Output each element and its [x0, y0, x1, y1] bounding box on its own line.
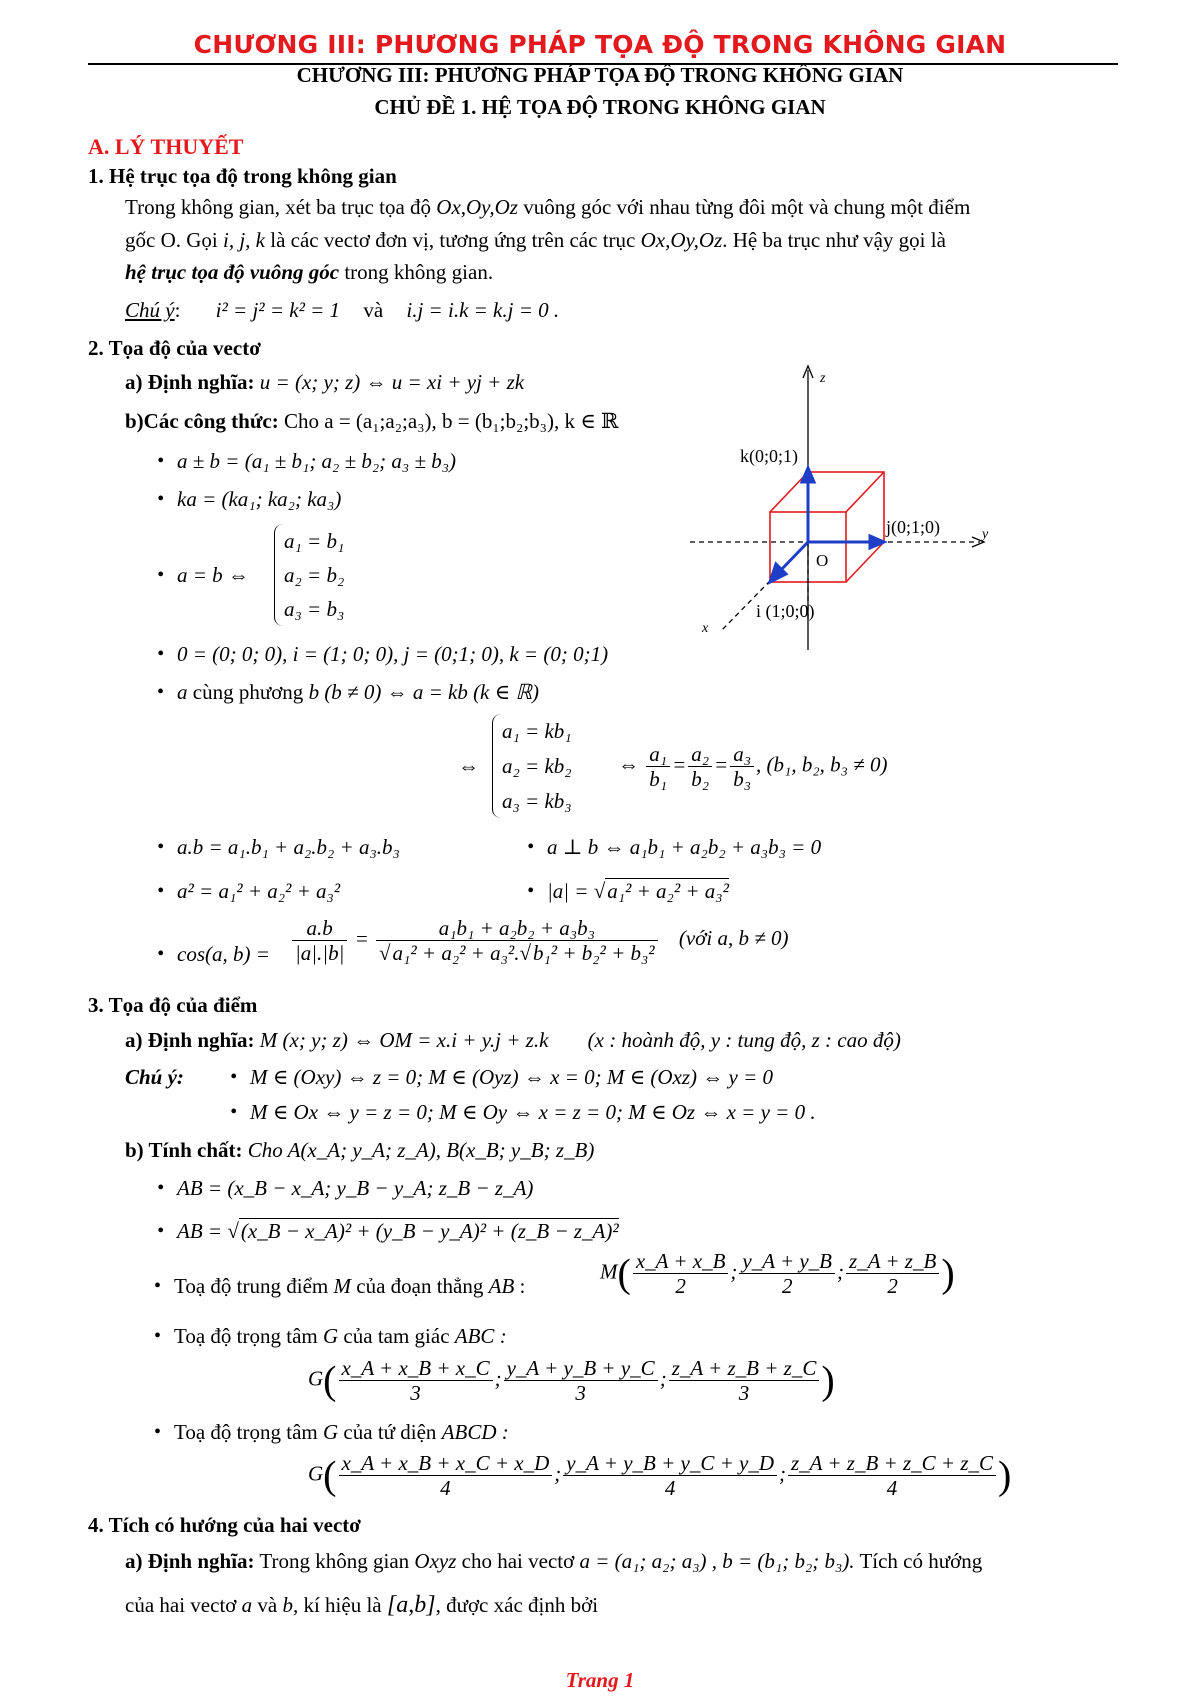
s3-tet-text: Toạ độ trọng tâm	[174, 1420, 318, 1444]
s1-note-label: Chú ý	[125, 298, 175, 322]
j-label: j(0;1;0)	[886, 517, 940, 537]
s1-note-and: và	[363, 298, 384, 322]
s3-heading: 3. Tọa độ của điểm	[88, 993, 258, 1017]
s1-line2-text-a: gốc O. Gọi	[125, 228, 218, 252]
s3-mid-AB: AB	[488, 1274, 515, 1298]
s3-cen-ABC: ABC :	[454, 1324, 507, 1348]
s1-line2-text-b: là các vectơ đơn vị, tương ứng trên các trục	[270, 228, 636, 252]
s2-cos-den-2a: a₁² + a₂² + a₃²	[392, 941, 515, 965]
s2-f-scalar: • ka = (ka₁; ka₂; ka₃)	[177, 485, 341, 513]
s3-mid-text2: của đoạn thẳng	[356, 1274, 484, 1298]
s2-col-equiv-1: ⇔	[458, 754, 479, 778]
s2-equal-row-1: a₁ = b₁	[284, 529, 345, 553]
s2-formulas-intro	[125, 407, 618, 435]
s3-tet-point: G	[308, 1461, 324, 1486]
s4-line2-b: kí hiệu là	[303, 1593, 382, 1617]
origin-label: O	[816, 551, 829, 570]
s4-line2-vb: b,	[282, 1593, 299, 1617]
s3-prop-intro: Cho A(x_A; y_A; z_A), B(x_B; y_B; z_B)	[247, 1138, 595, 1162]
s3-tet-ABCD: ABCD :	[441, 1420, 509, 1444]
s3-p-len: • AB = √(x_B − x_A)² + (y_B − y_A)² + (z_B − z_A)²	[177, 1217, 619, 1245]
s4-bracket: [a,b]	[386, 1592, 436, 1618]
s2-col-row-3: a₃ = kb₃	[502, 789, 572, 813]
s2-col-system	[502, 714, 572, 819]
axes	[690, 366, 984, 650]
s1-line3	[125, 258, 493, 286]
s4-space: Oxyz	[414, 1549, 457, 1573]
s4-line2-va: a	[241, 1593, 253, 1617]
s2-cos-cond: (với a, b ≠ 0)	[678, 926, 789, 951]
s3-note-label: Chú ý:	[125, 1065, 184, 1089]
s2-f-cos	[177, 940, 270, 968]
s2-f-basis: • 0 = (0; 0; 0), i = (1; 0; 0), j = (0;1; 0), k = (0; 0;1)	[177, 640, 608, 668]
topic-title: CHỦ ĐỀ 1. HỆ TỌA ĐỘ TRONG KHÔNG GIAN	[374, 95, 826, 119]
s4-line2-a: của hai vectơ	[125, 1593, 237, 1617]
s4-line1-c: Tích có hướng	[859, 1549, 983, 1573]
s3-prop-label: b) Tính chất:	[125, 1138, 243, 1162]
s3-p-tetra	[174, 1418, 509, 1446]
s1-unit-vectors: i, j, k	[223, 228, 265, 252]
section-a-heading: A. LÝ THUYẾT	[88, 134, 244, 159]
s1-line1	[125, 193, 970, 221]
s2-f-sum: • a ± b = (a₁ ± b₁; a₂ ± b₂; a₃ ± b₃)	[177, 447, 456, 475]
s3-def	[125, 1026, 901, 1054]
axis-y-label: y	[982, 527, 989, 542]
s3-mid-M: M	[333, 1274, 351, 1298]
s3-tet-G: G	[323, 1420, 339, 1444]
s2-equal-row-2: a₂ = b₂	[284, 563, 345, 587]
s1-line2	[125, 226, 946, 254]
s2-def-label: a) Định nghĩa:	[125, 370, 255, 394]
s3-mid-text: Toạ độ trung điểm	[174, 1274, 329, 1298]
s4-heading: 4. Tích có hướng của hai vectơ	[88, 1513, 361, 1537]
axis-z-label: z	[820, 371, 826, 386]
s3-def-label: a) Định nghĩa:	[125, 1028, 255, 1052]
s3-prop	[125, 1136, 594, 1164]
s2-formulas-text: Cho a = (a₁;a₂;a₃), b = (b₁;b₂;b₃), k ∈ ℝ	[284, 409, 619, 433]
s2-formulas-label: b)Các công thức:	[125, 409, 279, 433]
s3-cen-point: G	[308, 1366, 324, 1391]
chapter-title: CHƯƠNG III: PHƯƠNG PHÁP TỌA ĐỘ TRONG KHÔNG GIAN	[296, 63, 904, 87]
s3-p-vec: • AB = (x_B − x_A; y_B − y_A; z_B − z_A)	[177, 1174, 533, 1202]
s2-col-row-1: a₁ = kb₁	[502, 719, 572, 743]
s2-col-ratio: ⇔ $\frac{\text{a₁}}{\text{b₁}}$ = $\frac{\text{a₂}}{\text{b₂}}$ = $\frac{\text{a₃}}{\text{b₃}}$ , (b₁, b₂, b₃ ≠ 0)	[618, 742, 888, 791]
s4-vec-b: b = (b₁; b₂; b₃).	[722, 1549, 855, 1573]
s3-def-note: (x : hoành độ, y : tung độ, z : cao độ)	[587, 1028, 901, 1052]
s2-cos-lhs: cos(a, b) =	[177, 942, 270, 966]
s3-cen-text2: của tam giác	[343, 1324, 450, 1348]
s3-note-1: • M ∈ (Oxy) ⇔ z = 0; M ∈ (Oyz) ⇔ x = 0; M ∈ (Oxz) ⇔ y = 0	[250, 1063, 773, 1091]
s3-len-radicand: (x_B − x_A)² + (y_B − y_A)² + (z_B − z_A)²	[240, 1219, 619, 1243]
s4-line2-and: và	[257, 1593, 278, 1617]
s2-def	[125, 368, 524, 396]
s3-len-lhs: AB =	[177, 1219, 223, 1243]
page-footer: Trang 1	[565, 1668, 635, 1692]
s4-def-label: a) Định nghĩa:	[125, 1549, 255, 1573]
s1-line3-text: trong không gian.	[344, 260, 494, 284]
s2-col-brace	[492, 714, 501, 818]
s2-equal-row-3: a₃ = b₃	[284, 597, 345, 621]
k-label: k(0;0;1)	[740, 446, 798, 466]
s1-line1-text-a: Trong không gian, xét ba trục tọa độ	[125, 195, 432, 219]
s2-norm-radicand: a₁² + a₂² + a₃²	[607, 879, 729, 903]
s3-p-centroid	[174, 1322, 507, 1350]
running-header: CHƯƠNG III: PHƯƠNG PHÁP TỌA ĐỘ TRONG KHÔNG GIAN	[193, 30, 1007, 59]
s3-tet-text2: của tứ diện	[343, 1420, 437, 1444]
s2-cos-rhs: $\frac{a.b}{|a|.|b|}$ = $\frac{\text{a₁b₁ + a₂b₂ + a₃b₃}}{\text{√a₁² + a₂² + a₃².√b₁² + b₂² + b₃²}}$ (với a, b ≠ 0)	[290, 916, 788, 965]
s2-f-dot: • a.b = a₁.b₁ + a₂.b₂ + a₃.b₃	[177, 833, 400, 861]
s2-collinear-c: b (b ≠ 0) ⇔ a = kb (k ∈ ℝ)	[308, 680, 540, 704]
coordinate-system-figure	[680, 360, 1000, 660]
s2-f-equal-lhs: • a = b ⇔	[177, 561, 249, 589]
s2-equal-brace	[274, 524, 283, 626]
s1-axes: Ox,Oy,Oz	[436, 195, 518, 219]
s3-def-formula: M (x; y; z) ⇔ OM = x.i + y.j + z.k	[259, 1028, 549, 1052]
s1-note-formula-2: i.j = i.k = k.j = 0 .	[406, 298, 560, 322]
i-vector	[780, 542, 808, 571]
s3-mid-formula: M( $\frac{x\_A + x\_B}{2}$ ; $\frac{y\_A + y\_B}{2}$ ; $\frac{z\_A + z\_B}{2}$ )	[600, 1249, 955, 1298]
s1-heading: 1. Hệ trục tọa độ trong không gian	[88, 164, 397, 188]
s2-f-perp: • a ⊥ b ⇔ a₁b₁ + a₂b₂ + a₃b₃ = 0	[547, 833, 821, 861]
s3-cen-formula: G( $\frac{x\_A + x\_B + x\_C}{3}$ ; $\frac{y\_A + y\_B + y\_C}{3}$ ; $\frac{z\_A + z\_B + z\_C}{3}$ )	[308, 1356, 835, 1405]
s2-def-formula: u = (x; y; z) ⇔ u = xi + yj + zk	[259, 370, 525, 394]
s1-term: hệ trục tọa độ vuông góc	[125, 260, 340, 284]
s4-line2	[125, 1591, 598, 1619]
s3-note-label-line	[125, 1063, 184, 1091]
s1-axes-2: Ox,Oy,Oz	[640, 228, 723, 252]
s4-line2-c: , được xác định bởi	[435, 1593, 599, 1617]
s4-vec-a: a = (a₁; a₂; a₃) ,	[579, 1549, 718, 1573]
s4-line1-b: cho hai vectơ	[461, 1549, 575, 1573]
s2-f-norm: • |a| = √a₁² + a₂² + a₃²	[547, 877, 729, 905]
s3-cen-G: G	[323, 1324, 339, 1348]
s2-cos-den-2b: b₁² + b₂² + b₃²	[532, 941, 655, 965]
axis-x-label: x	[702, 621, 709, 636]
s2-collinear-a: a	[177, 680, 188, 704]
s2-heading: 2. Tọa độ của vectơ	[88, 336, 261, 360]
s1-note: Chú ý: i² = j² = k² = 1 và i.j = i.k = k.j = 0 .	[125, 298, 560, 322]
s2-f-collinear	[177, 678, 539, 706]
s2-cos-num-1: a.b	[292, 916, 347, 941]
s1-line2-text-c: . Hệ ba trục như vậy gọi là	[722, 228, 946, 252]
s3-note-2: • M ∈ Ox ⇔ y = z = 0; M ∈ Oy ⇔ x = z = 0; M ∈ Oz ⇔ x = y = 0 .	[250, 1098, 816, 1126]
s2-cos-num-2: a₁b₁ + a₂b₂ + a₃b₃	[376, 916, 658, 941]
s2-collinear-b: cùng phương	[192, 680, 304, 704]
s3-mid-point: M	[600, 1259, 618, 1284]
s2-f-square: • a² = a₁² + a₂² + a₃²	[177, 877, 340, 905]
s2-norm-lhs: |a| =	[547, 879, 589, 903]
s1-line1-text-b: vuông góc với nhau từng đôi một và chung một điểm	[523, 195, 971, 219]
i-label: i (1;0;0)	[756, 601, 815, 621]
s2-equal-system	[284, 524, 344, 626]
s2-cos-den-1: |a|.|b|	[295, 941, 345, 965]
s2-col-row-2: a₂ = kb₂	[502, 754, 572, 778]
s3-p-mid: • Toạ độ trung điểm M của đoạn thẳng AB :	[174, 1272, 525, 1300]
s1-note-formula-1: i² = j² = k² = 1	[215, 298, 341, 322]
s3-tet-formula: G( $\frac{x\_A + x\_B + x\_C + x\_D}{4}$ ; $\frac{y\_A + y\_B + y\_C + y\_D}{4}$ ; $\frac{z\_A + z\_B + z\_C + z\_C}{4}$ )	[308, 1451, 1012, 1500]
s3-cen-text: Toạ độ trọng tâm	[174, 1324, 318, 1348]
s4-line1-a: Trong không gian	[259, 1549, 410, 1573]
s4-line1	[125, 1547, 982, 1575]
s2-col-ratio-cond: , (b₁, b₂, b₃ ≠ 0)	[756, 752, 888, 777]
